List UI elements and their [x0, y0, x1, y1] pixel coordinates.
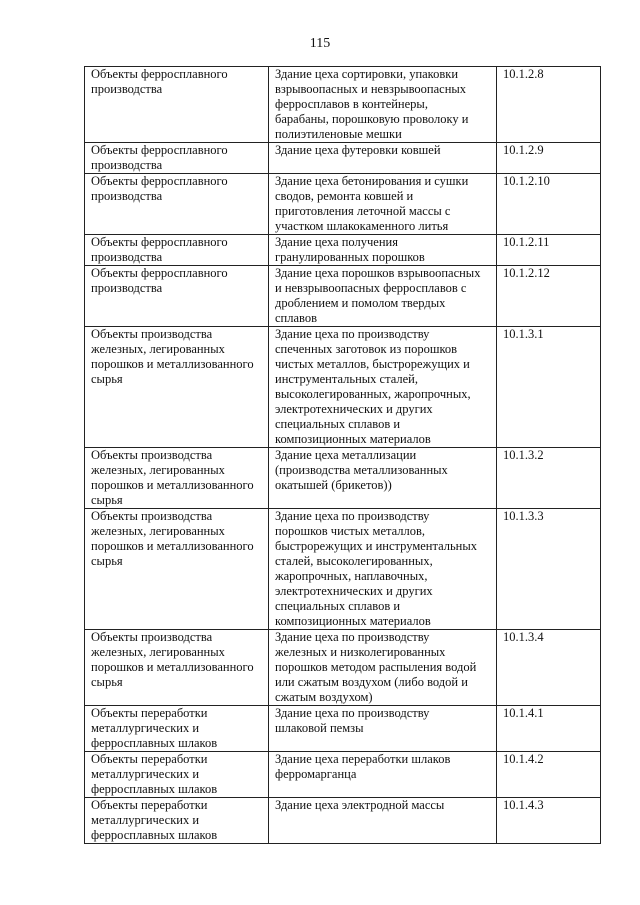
- category-cell-line: производства: [91, 281, 163, 295]
- page-number: 115: [309, 36, 331, 51]
- category-cell-line: Объекты ферросплавного: [91, 266, 228, 280]
- code-cell-line: 10.1.2.9: [503, 143, 544, 157]
- building-cell-line: барабаны, порошковую проволоку и: [275, 112, 469, 126]
- category-cell: [85, 630, 269, 706]
- table-row: [85, 798, 601, 844]
- code-cell: [497, 143, 601, 174]
- building-cell-line: спеченных заготовок из порошков: [275, 342, 458, 356]
- category-cell-line: Объекты производства: [91, 630, 213, 644]
- category-cell-line: металлургических и: [91, 721, 200, 735]
- category-cell-line: порошков и металлизованного: [91, 478, 254, 492]
- building-cell-line: Здание цеха переработки шлаков: [275, 752, 451, 766]
- building-cell-line: инструментальных сталей,: [275, 372, 418, 386]
- building-cell-line: гранулированных порошков: [275, 250, 425, 264]
- building-cell-line: железных и низколегированных: [275, 645, 446, 659]
- building-cell-line: чистых металлов, быстрорежущих и: [275, 357, 470, 371]
- building-cell-line: композиционных материалов: [275, 614, 431, 628]
- code-cell-line: 10.1.3.1: [503, 327, 544, 341]
- category-cell-line: железных, легированных: [91, 342, 225, 356]
- category-cell-line: сырья: [91, 554, 123, 568]
- category-cell-line: Объекты ферросплавного: [91, 174, 228, 188]
- building-cell-line: дроблением и помолом твердых: [275, 296, 446, 310]
- code-cell: [497, 327, 601, 448]
- category-cell-line: порошков и металлизованного: [91, 539, 254, 553]
- building-cell: [269, 448, 497, 509]
- category-cell-line: Объекты переработки: [91, 752, 208, 766]
- building-cell-line: Здание цеха по производству: [275, 509, 430, 523]
- category-cell-line: ферросплавных шлаков: [91, 736, 218, 750]
- building-cell-line: Здание цеха сортировки, упаковки: [275, 67, 459, 81]
- building-cell-line: Здание цеха по производству: [275, 706, 430, 720]
- table-row: [85, 509, 601, 630]
- category-cell: [85, 706, 269, 752]
- building-cell-line: быстрорежущих и инструментальных: [275, 539, 478, 553]
- building-cell: [269, 235, 497, 266]
- table-body: [85, 67, 601, 844]
- table-row: [85, 706, 601, 752]
- code-cell-line: 10.1.3.3: [503, 509, 544, 523]
- table-row: [85, 266, 601, 327]
- building-cell-line: специальных сплавов и: [275, 417, 401, 431]
- category-cell-line: порошков и металлизованного: [91, 660, 254, 674]
- building-cell-line: Здание цеха металлизации: [275, 448, 417, 462]
- building-cell-line: и невзрывоопасных ферросплавов с: [275, 281, 467, 295]
- building-cell-line: высоколегированных, жаропрочных,: [275, 387, 471, 401]
- building-cell: [269, 174, 497, 235]
- building-cell-line: композиционных материалов: [275, 432, 431, 446]
- category-cell: [85, 327, 269, 448]
- building-cell-line: сталей, высоколегированных,: [275, 554, 433, 568]
- code-cell: [497, 174, 601, 235]
- code-cell: [497, 266, 601, 327]
- table-row: [85, 174, 601, 235]
- building-cell: [269, 798, 497, 844]
- building-cell-line: сплавов: [275, 311, 317, 325]
- category-cell-line: производства: [91, 82, 163, 96]
- category-cell-line: порошков и металлизованного: [91, 357, 254, 371]
- code-cell-line: 10.1.2.10: [503, 174, 550, 188]
- category-cell: [85, 798, 269, 844]
- building-cell-line: Здание цеха порошков взрывоопасных: [275, 266, 481, 280]
- table-row: [85, 752, 601, 798]
- building-cell-line: шлаковой пемзы: [275, 721, 364, 735]
- category-cell-line: ферросплавных шлаков: [91, 828, 218, 842]
- category-cell: [85, 752, 269, 798]
- code-cell: [497, 630, 601, 706]
- code-cell-line: 10.1.3.4: [503, 630, 544, 644]
- code-cell: [497, 67, 601, 143]
- category-cell: [85, 266, 269, 327]
- code-cell: [497, 798, 601, 844]
- building-cell-line: порошков чистых металлов,: [275, 524, 426, 538]
- code-cell-line: 10.1.4.1: [503, 706, 544, 720]
- building-cell: [269, 67, 497, 143]
- building-cell: [269, 630, 497, 706]
- building-cell-line: Здание цеха футеровки ковшей: [275, 143, 441, 157]
- building-cell-line: участком шлакокаменного литья: [275, 219, 449, 233]
- category-cell-line: Объекты переработки: [91, 706, 208, 720]
- code-cell: [497, 235, 601, 266]
- building-cell: [269, 327, 497, 448]
- table-row: [85, 630, 601, 706]
- building-cell-line: взрывоопасных и невзрывоопасных: [275, 82, 467, 96]
- category-cell-line: сырья: [91, 675, 123, 689]
- category-cell-line: сырья: [91, 372, 123, 386]
- building-cell-line: электротехнических и других: [275, 402, 433, 416]
- category-cell: [85, 509, 269, 630]
- table-row: [85, 235, 601, 266]
- building-cell-line: приготовления леточной массы с: [275, 204, 451, 218]
- category-cell-line: Объекты ферросплавного: [91, 143, 228, 157]
- building-cell-line: полиэтиленовые мешки: [275, 127, 402, 141]
- building-cell-line: жаропрочных, наплавочных,: [275, 569, 428, 583]
- building-cell-line: Здание цеха по производству: [275, 327, 430, 341]
- category-cell-line: Объекты производства: [91, 448, 213, 462]
- building-cell-line: (производства металлизованных: [275, 463, 448, 477]
- building-cell: [269, 706, 497, 752]
- category-cell-line: железных, легированных: [91, 463, 225, 477]
- category-cell-line: производства: [91, 158, 163, 172]
- building-cell-line: Здание цеха электродной массы: [275, 798, 445, 812]
- category-cell-line: Объекты производства: [91, 327, 213, 341]
- category-cell-line: железных, легированных: [91, 645, 225, 659]
- code-cell-line: 10.1.2.12: [503, 266, 550, 280]
- code-cell-line: 10.1.2.8: [503, 67, 544, 81]
- building-cell: [269, 266, 497, 327]
- category-cell-line: ферросплавных шлаков: [91, 782, 218, 796]
- category-cell: [85, 235, 269, 266]
- building-cell-line: Здание цеха по производству: [275, 630, 430, 644]
- building-cell: [269, 509, 497, 630]
- category-cell-line: Объекты переработки: [91, 798, 208, 812]
- category-cell: [85, 174, 269, 235]
- code-cell: [497, 706, 601, 752]
- code-cell: [497, 509, 601, 630]
- table-row: [85, 448, 601, 509]
- category-cell-line: Объекты производства: [91, 509, 213, 523]
- building-cell-line: порошков методом распыления водой: [275, 660, 477, 674]
- building-cell-line: или сжатым воздухом (либо водой и: [275, 675, 468, 689]
- category-cell-line: металлургических и: [91, 767, 200, 781]
- category-cell-line: производства: [91, 189, 163, 203]
- code-cell-line: 10.1.4.3: [503, 798, 544, 812]
- category-cell-line: металлургических и: [91, 813, 200, 827]
- category-cell-line: Объекты ферросплавного: [91, 235, 228, 249]
- building-cell-line: Здание цеха получения: [275, 235, 398, 249]
- building-cell-line: ферромарганца: [275, 767, 357, 781]
- table-row: [85, 143, 601, 174]
- category-cell: [85, 448, 269, 509]
- code-cell: [497, 448, 601, 509]
- building-cell-line: электротехнических и других: [275, 584, 433, 598]
- building-cell-line: ферросплавов в контейнеры,: [275, 97, 428, 111]
- category-cell-line: Объекты ферросплавного: [91, 67, 228, 81]
- building-cell-line: сжатым воздухом): [275, 690, 373, 704]
- facilities-table: [84, 66, 601, 844]
- building-cell: [269, 143, 497, 174]
- table-row: [85, 327, 601, 448]
- category-cell-line: железных, легированных: [91, 524, 225, 538]
- category-cell: [85, 143, 269, 174]
- building-cell-line: сводов, ремонта ковшей и: [275, 189, 414, 203]
- code-cell-line: 10.1.4.2: [503, 752, 544, 766]
- building-cell: [269, 752, 497, 798]
- table-row: [85, 67, 601, 143]
- building-cell-line: окатышей (брикетов)): [275, 478, 392, 492]
- code-cell-line: 10.1.2.11: [503, 235, 550, 249]
- building-cell-line: Здание цеха бетонирования и сушки: [275, 174, 469, 188]
- category-cell-line: производства: [91, 250, 163, 264]
- building-cell-line: специальных сплавов и: [275, 599, 401, 613]
- code-cell: [497, 752, 601, 798]
- category-cell-line: сырья: [91, 493, 123, 507]
- category-cell: [85, 67, 269, 143]
- code-cell-line: 10.1.3.2: [503, 448, 544, 462]
